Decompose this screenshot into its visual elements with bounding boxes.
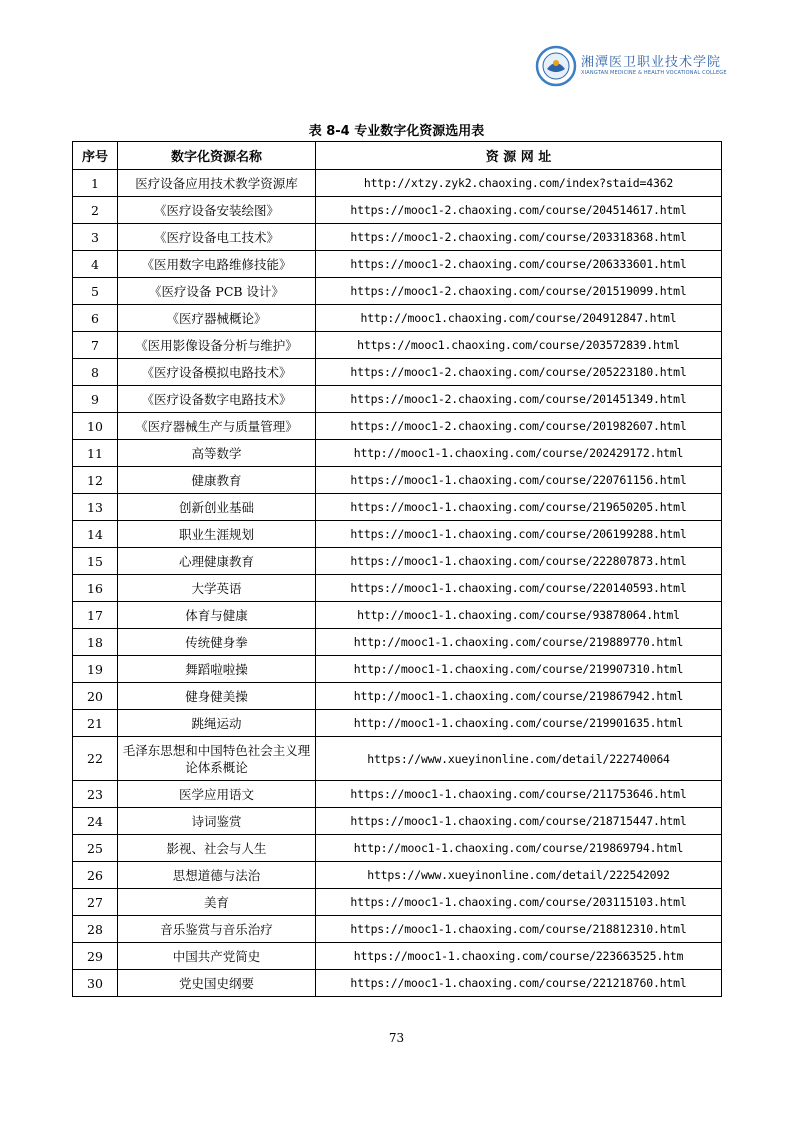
table-row <box>73 575 722 602</box>
resource-url[interactable]: https://mooc1-2.chaoxing.com/course/206333601.html <box>316 251 722 278</box>
table-row <box>73 413 722 440</box>
table-row <box>73 251 722 278</box>
table-row <box>73 386 722 413</box>
resource-url[interactable]: https://www.xueyinonline.com/detail/222740064 <box>316 737 722 781</box>
resource-name: 体育与健康 <box>118 602 316 629</box>
table-row <box>73 332 722 359</box>
resource-name: 诗词鉴赏 <box>118 808 316 835</box>
resource-name: 毛泽东思想和中国特色社会主义理论体系概论 <box>118 737 316 781</box>
resource-url[interactable]: https://mooc1-1.chaoxing.com/course/220140593.html <box>316 575 722 602</box>
table-row <box>73 278 722 305</box>
row-number: 7 <box>73 332 118 359</box>
table-row <box>73 224 722 251</box>
resource-url[interactable]: http://mooc1-1.chaoxing.com/course/219869794.html <box>316 835 722 862</box>
row-number: 26 <box>73 862 118 889</box>
table-row <box>73 835 722 862</box>
resource-name: 《医疗设备 PCB 设计》 <box>118 278 316 305</box>
school-emblem-icon <box>535 45 577 87</box>
resource-url[interactable]: https://mooc1-2.chaoxing.com/course/201519099.html <box>316 278 722 305</box>
resource-name: 《医用影像设备分析与维护》 <box>118 332 316 359</box>
row-number: 1 <box>73 170 118 197</box>
table-row <box>73 889 722 916</box>
resource-name: 大学英语 <box>118 575 316 602</box>
table-row <box>73 710 722 737</box>
table-row <box>73 170 722 197</box>
table-row <box>73 521 722 548</box>
resource-url[interactable]: https://www.xueyinonline.com/detail/222542092 <box>316 862 722 889</box>
row-number: 29 <box>73 943 118 970</box>
row-number: 5 <box>73 278 118 305</box>
resource-name: 高等数学 <box>118 440 316 467</box>
resource-name: 中国共产党简史 <box>118 943 316 970</box>
school-logo <box>535 45 760 87</box>
resource-name: 健身健美操 <box>118 683 316 710</box>
resource-name: 美育 <box>118 889 316 916</box>
resource-name: 创新创业基础 <box>118 494 316 521</box>
table-row <box>73 440 722 467</box>
table-header-row <box>73 142 722 170</box>
resource-name: 《医疗设备安装绘图》 <box>118 197 316 224</box>
resource-url[interactable]: http://mooc1.chaoxing.com/course/204912847.html <box>316 305 722 332</box>
resource-name: 思想道德与法治 <box>118 862 316 889</box>
header-no: 序号 <box>73 142 118 170</box>
resource-url[interactable]: https://mooc1-1.chaoxing.com/course/220761156.html <box>316 467 722 494</box>
resource-url[interactable]: https://mooc1-1.chaoxing.com/course/211753646.html <box>316 781 722 808</box>
table-row <box>73 862 722 889</box>
resource-url[interactable]: https://mooc1-1.chaoxing.com/course/221218760.html <box>316 970 722 997</box>
resource-name: 《医疗设备模拟电路技术》 <box>118 359 316 386</box>
row-number: 15 <box>73 548 118 575</box>
header-name: 数字化资源名称 <box>118 142 316 170</box>
resource-name: 舞蹈啦啦操 <box>118 656 316 683</box>
row-number: 18 <box>73 629 118 656</box>
resource-name: 《医疗设备电工技术》 <box>118 224 316 251</box>
digital-resources-table <box>72 141 722 997</box>
resource-name: 《医疗器械生产与质量管理》 <box>118 413 316 440</box>
resource-url[interactable]: https://mooc1-2.chaoxing.com/course/201982607.html <box>316 413 722 440</box>
row-number: 19 <box>73 656 118 683</box>
resource-name: 跳绳运动 <box>118 710 316 737</box>
resource-url[interactable]: https://mooc1-2.chaoxing.com/course/201451349.html <box>316 386 722 413</box>
row-number: 11 <box>73 440 118 467</box>
row-number: 3 <box>73 224 118 251</box>
resource-name: 音乐鉴赏与音乐治疗 <box>118 916 316 943</box>
table-row <box>73 197 722 224</box>
row-number: 2 <box>73 197 118 224</box>
row-number: 10 <box>73 413 118 440</box>
row-number: 14 <box>73 521 118 548</box>
table-row <box>73 305 722 332</box>
resource-url[interactable]: https://mooc1-2.chaoxing.com/course/204514617.html <box>316 197 722 224</box>
resource-url[interactable]: https://mooc1-1.chaoxing.com/course/206199288.html <box>316 521 722 548</box>
row-number: 9 <box>73 386 118 413</box>
row-number: 20 <box>73 683 118 710</box>
resource-url[interactable]: https://mooc1.chaoxing.com/course/203572839.html <box>316 332 722 359</box>
table-row <box>73 683 722 710</box>
resource-url[interactable]: https://mooc1-2.chaoxing.com/course/205223180.html <box>316 359 722 386</box>
table-row <box>73 737 722 781</box>
resource-url[interactable]: https://mooc1-1.chaoxing.com/course/222807873.html <box>316 548 722 575</box>
row-number: 24 <box>73 808 118 835</box>
resource-url[interactable]: http://mooc1-1.chaoxing.com/course/219889770.html <box>316 629 722 656</box>
resource-name: 心理健康教育 <box>118 548 316 575</box>
resource-name: 职业生涯规划 <box>118 521 316 548</box>
table-row <box>73 629 722 656</box>
resource-name: 《医疗器械概论》 <box>118 305 316 332</box>
resource-url[interactable]: https://mooc1-1.chaoxing.com/course/218812310.html <box>316 916 722 943</box>
row-number: 25 <box>73 835 118 862</box>
resource-url[interactable]: https://mooc1-2.chaoxing.com/course/203318368.html <box>316 224 722 251</box>
row-number: 4 <box>73 251 118 278</box>
row-number: 22 <box>73 737 118 781</box>
row-number: 30 <box>73 970 118 997</box>
table-caption: 表 8-4 专业数字化资源选用表 <box>308 124 485 139</box>
table-row <box>73 656 722 683</box>
row-number: 17 <box>73 602 118 629</box>
resource-url[interactable]: http://mooc1-1.chaoxing.com/course/202429172.html <box>316 440 722 467</box>
resource-name: 影视、社会与人生 <box>118 835 316 862</box>
resource-url[interactable]: http://mooc1-1.chaoxing.com/course/219901635.html <box>316 710 722 737</box>
resource-url[interactable]: http://mooc1-1.chaoxing.com/course/219907310.html <box>316 656 722 683</box>
table-row <box>73 808 722 835</box>
table-row <box>73 943 722 970</box>
table-row <box>73 602 722 629</box>
page-number: 73 <box>388 1031 405 1045</box>
table-row <box>73 781 722 808</box>
resource-url[interactable]: https://mooc1-1.chaoxing.com/course/219650205.html <box>316 494 722 521</box>
row-number: 12 <box>73 467 118 494</box>
resource-url[interactable]: http://xtzy.zyk2.chaoxing.com/index?staid=4362 <box>316 170 722 197</box>
resource-name: 医疗设备应用技术教学资源库 <box>118 170 316 197</box>
table-row <box>73 548 722 575</box>
row-number: 23 <box>73 781 118 808</box>
header-url: 资 源 网 址 <box>316 142 722 170</box>
row-number: 16 <box>73 575 118 602</box>
table-row <box>73 970 722 997</box>
resource-name: 健康教育 <box>118 467 316 494</box>
row-number: 6 <box>73 305 118 332</box>
row-number: 21 <box>73 710 118 737</box>
school-name-en: XIANGTAN MEDICINE & HEALTH VOCATIONAL COLLEGE <box>581 70 727 76</box>
resource-name: 医学应用语文 <box>118 781 316 808</box>
row-number: 8 <box>73 359 118 386</box>
resource-name: 《医用数字电路维修技能》 <box>118 251 316 278</box>
row-number: 13 <box>73 494 118 521</box>
row-number: 27 <box>73 889 118 916</box>
table-row <box>73 916 722 943</box>
resource-url[interactable]: https://mooc1-1.chaoxing.com/course/218715447.html <box>316 808 722 835</box>
table-row <box>73 467 722 494</box>
resource-name: 党史国史纲要 <box>118 970 316 997</box>
resource-url[interactable]: https://mooc1-1.chaoxing.com/course/203115103.html <box>316 889 722 916</box>
school-name-cn: 湘潭医卫职业技术学院 <box>581 55 722 70</box>
table-row <box>73 359 722 386</box>
resource-url[interactable]: http://mooc1-1.chaoxing.com/course/93878064.html <box>316 602 722 629</box>
table-row <box>73 494 722 521</box>
resource-name: 传统健身拳 <box>118 629 316 656</box>
resource-name: 《医疗设备数字电路技术》 <box>118 386 316 413</box>
resource-url[interactable]: http://mooc1-1.chaoxing.com/course/219867942.html <box>316 683 722 710</box>
row-number: 28 <box>73 916 118 943</box>
resource-url[interactable]: https://mooc1-1.chaoxing.com/course/223663525.htm <box>316 943 722 970</box>
